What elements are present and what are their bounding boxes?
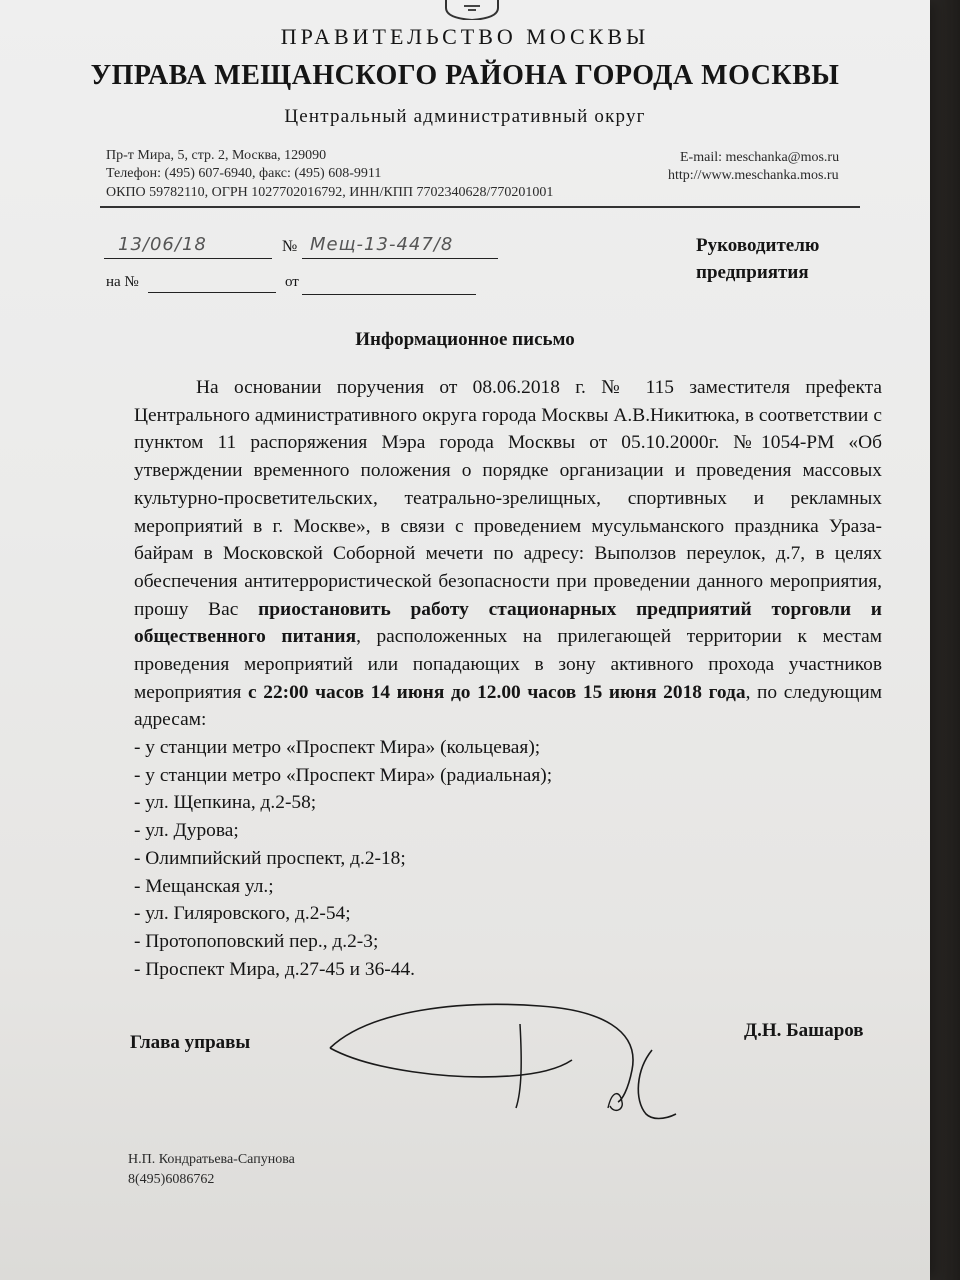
address-item: - у станции метро «Проспект Мира» (кольцевая); [134, 737, 541, 758]
letter-title: Информационное письмо [355, 329, 575, 350]
address-item: - ул. Щепкина, д.2-58; [134, 792, 317, 814]
letterhead-divider [100, 206, 860, 208]
executor-block [128, 1150, 295, 1190]
number-label: № [282, 238, 298, 255]
address-item: - Олимпийский проспект, д.2-18; [134, 847, 406, 869]
address-list [134, 734, 882, 983]
reply-from-label: от [285, 274, 299, 290]
addressee-line1: Руководителю [696, 235, 820, 256]
address-item: - у станции метро «Проспект Мира» (радиальная); [134, 764, 553, 786]
signatory-position: Глава управы [130, 1032, 251, 1053]
body-emphasis-suspend: приостановить работу стационарных предприятий торговли и общественного питания [134, 598, 882, 648]
coat-of-arms-icon [440, 0, 504, 20]
handwritten-signature [310, 990, 690, 1130]
address-item: - Проспект Мира, д.27-45 и 36-44. [134, 958, 415, 980]
body-text-part1: На основании поручения от 08.06.2018 г. № 115 заместителя префекта Центрального административного округа города Москвы А.В.Никитюка, в соответствии с пунктом 11 распоряжения Мэра города Москвы от 05.10.2000г. №1054-РМ «Об утверждении временного положения о порядке организации и проведения массовых культурно-просветительских, театрально-зрелищных, спортивных и рекламных мероприятий в г. Москве», в связи с проведением мусульманского праздника Ураза-байрам в Московской Соборной мечети по адресу: Выползов переулок, д.7, в целях обеспечения антитеррористической безопасности при проведении данного мероприятия, прошу Вас [134, 377, 882, 620]
org-phone: Телефон: (495) 607-6940, факс: (495) 608-9911 [106, 166, 382, 181]
reply-number-line [148, 292, 276, 293]
signatory-name: Д.Н. Башаров [744, 1020, 864, 1041]
organization-name: УПРАВА МЕЩАНСКОГО РАЙОНА ГОРОДА МОСКВЫ [90, 60, 840, 91]
executor-phone: 8(495)6086762 [128, 1172, 215, 1187]
registration-date: 13/06/18 [118, 234, 207, 255]
reply-number-label: на № [106, 274, 139, 290]
address-item: - ул. Дурова; [134, 820, 239, 842]
org-email: E-mail: meschanka@mos.ru [680, 150, 840, 165]
number-underline [302, 258, 498, 259]
body-emphasis-period: с 22:00 часов 14 июня до 12.00 часов 15 июня 2018 года [248, 681, 746, 703]
addressee [696, 232, 819, 286]
government-name: ПРАВИТЕЛЬСТВО МОСКВЫ [280, 24, 650, 49]
body-text-part3: , по следующим адресам: [134, 681, 882, 731]
address-item: - Протопоповский пер., д.2-3; [134, 930, 379, 952]
reply-from-line [302, 294, 476, 295]
address-item: - Мещанская ул.; [134, 875, 274, 897]
org-website: http://www.meschanka.mos.ru [668, 168, 839, 183]
letter-body [134, 374, 882, 734]
addressee-line2: предприятия [696, 262, 809, 283]
district-name: Центральный административный округ [284, 106, 646, 127]
registration-number: Мещ-13-447/8 [310, 234, 454, 255]
org-codes: ОКПО 59782110, ОГРН 1027702016792, ИНН/КПП 7702340628/770201001 [106, 185, 554, 200]
body-text-part2: , расположенных на прилегающей территории к местам проведения мероприятий или попадающих в зону активного прохода участников мероприятия [134, 626, 882, 703]
executor-name: Н.П. Кондратьева-Сапунова [128, 1152, 295, 1167]
org-address: Пр-т Мира, 5, стр. 2, Москва, 129090 [106, 148, 327, 163]
address-item: - ул. Гиляровского, д.2-54; [134, 903, 351, 925]
date-underline [104, 258, 272, 259]
